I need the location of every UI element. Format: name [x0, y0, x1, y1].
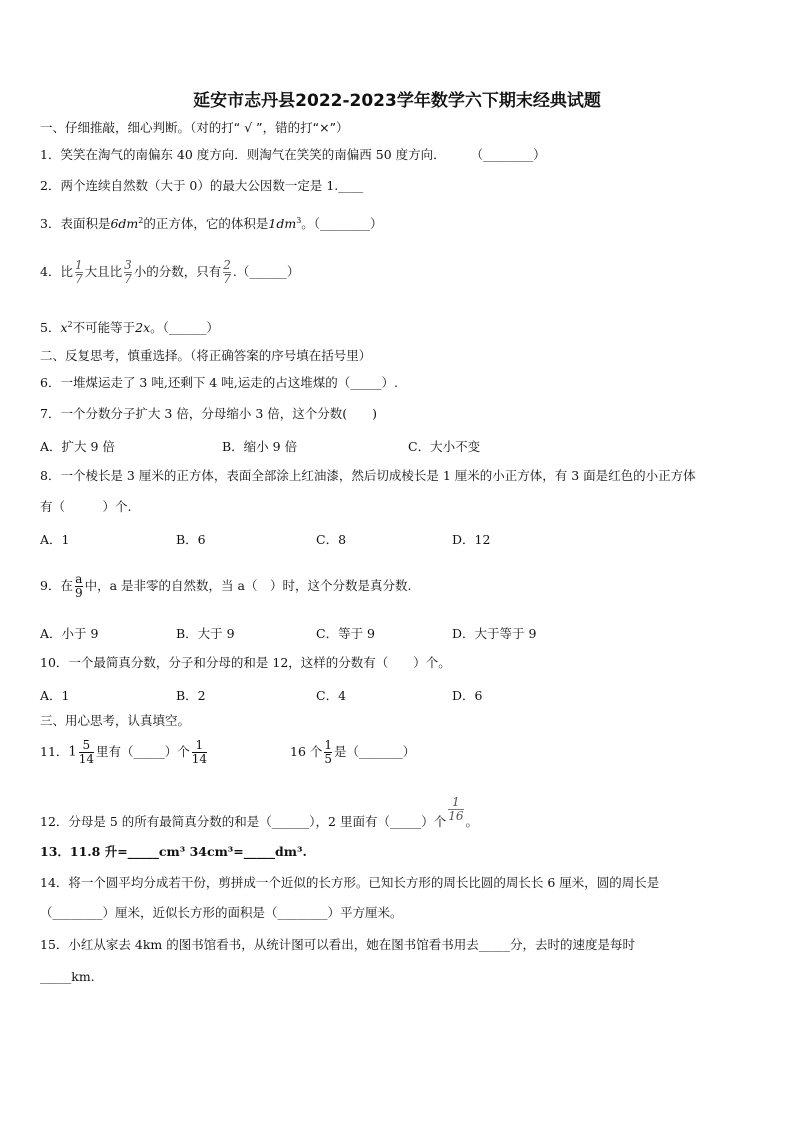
question-9 — [40, 572, 411, 600]
q8-option-b: B．6 — [176, 532, 206, 547]
q9-text-b: 中，a 是非零的自然数，当 a（ ）时，这个分数是真分数. — [84, 578, 412, 593]
q12-fraction: $\frac{1}{16}$ — [448, 795, 464, 823]
question-12 — [40, 796, 478, 838]
q11-fraction-3: $\frac{1}{5}$ — [324, 738, 333, 766]
q8-option-d: D．12 — [452, 532, 491, 547]
q11-text-d: 是（_______） — [334, 744, 416, 759]
q7-option-a: A．扩大 9 倍 — [40, 439, 115, 454]
q10-option-a: A．1 — [40, 688, 70, 703]
q11-whole: 1 — [68, 744, 77, 760]
q8-option-c: C．8 — [316, 532, 347, 547]
question-7: 7．一个分数分子扩大 3 倍，分母缩小 3 倍，这个分数( ) — [40, 406, 378, 421]
q5-text-e: 。（______） — [150, 320, 219, 336]
q3-volume: 1dm — [268, 216, 297, 232]
question-13: 13．11.8 升=_____cm³ 34cm³=_____dm³. — [40, 844, 307, 859]
q3-text-a: 3．表面积是 — [40, 216, 111, 232]
q11-text-b: 里有（_____）个 — [95, 744, 190, 759]
question-8-line-2: 有（ ）个. — [40, 499, 132, 514]
q3-text-e: 。（________） — [301, 216, 383, 232]
section-2-heading: 二、反复思考，慎重选择。（将正确答案的序号填在括号里） — [40, 348, 372, 363]
q4-text-d: .（______） — [232, 264, 300, 279]
question-5: 5．$x^2$不可能等于2x。（______） — [40, 320, 219, 336]
q5-x: x — [60, 320, 68, 336]
q7-option-b: B．缩小 9 倍 — [222, 439, 298, 454]
q9-option-d: D．大于等于 9 — [452, 626, 537, 641]
q4-fraction-2: $\frac{3}{7}$ — [124, 258, 132, 286]
q7-option-c: C．大小不变 — [408, 439, 481, 454]
q10-option-c: C．4 — [316, 688, 347, 703]
question-15-line-2: _____km. — [40, 969, 95, 984]
question-15-line-1: 15．小红从家去 4km 的图书馆看书，从统计图可以看出，她在图书馆看书用去_____分，去时的速度是每时 — [40, 937, 635, 952]
section-3-heading: 三、用心思考，认真填空。 — [40, 713, 191, 728]
q9-option-c: C．等于 9 — [316, 626, 375, 641]
question-14-line-1: 14．将一个圆平均分成若干份，剪拼成一个近似的长方形。已知长方形的周长比圆的周长长 6 厘米，圆的周长是 — [40, 875, 660, 890]
q9-text-a: 9．在 — [40, 578, 73, 593]
q4-fraction-3: $\frac{2}{7}$ — [223, 258, 231, 286]
q9-option-a: A．小于 9 — [40, 626, 99, 641]
q5-text-a: 5． — [40, 320, 61, 336]
q4-text-a: 4．比 — [40, 264, 73, 279]
q8-option-a: A．1 — [40, 532, 70, 547]
q12-text-b: 。 — [465, 814, 479, 829]
q5-2x: 2x — [135, 320, 151, 336]
q9-option-b: B．大于 9 — [176, 626, 235, 641]
question-11-part-2 — [290, 738, 415, 766]
question-8-line-1: 8．一个棱长是 3 厘米的正方体，表面全部涂上红油漆，然后切成棱长是 1 厘米的小正方体，有 3 面是红色的小正方体 — [40, 468, 696, 483]
q11-number: 11． — [40, 744, 69, 759]
question-4 — [40, 258, 299, 286]
q9-fraction: $\frac{a}{9}$ — [74, 572, 83, 600]
question-10: 10．一个最简真分数，分子和分母的和是 12，这样的分数有（ ）个。 — [40, 655, 451, 670]
q10-option-b: B．2 — [176, 688, 206, 703]
section-1-heading: 一、仔细推敲，细心判断。（对的打“ √ ”，错的打“×”） — [40, 120, 349, 135]
q11-text-c: 16 个 — [290, 744, 323, 759]
q4-text-c: 小的分数，只有 — [133, 264, 222, 279]
q5-text-c: 不可能等于 — [72, 320, 136, 336]
q11-fraction-2: $\frac{1}{14}$ — [191, 738, 208, 766]
question-1: 1．笑笑在淘气的南偏东 40 度方向．则淘气在笑笑的南偏西 50 度方向． （________） — [40, 147, 546, 162]
page-title: 延安市志丹县2022-2023学年数学六下期末经典试题 — [193, 91, 601, 111]
question-3: 3．表面积是$6dm^2$的正方体，它的体积是$1dm^3$。（________） — [40, 216, 383, 232]
question-2: 2．两个连续自然数（大于 0）的最大公因数一定是 1.____ — [40, 178, 364, 193]
q11-fraction-1: $\frac{5}{14}$ — [78, 738, 94, 766]
question-14-line-2: （________）厘米，近似长方形的面积是（________）平方厘米。 — [40, 905, 403, 920]
q3-text-c: 的正方体，它的体积是 — [143, 216, 269, 232]
question-11 — [40, 738, 209, 767]
question-6: 6．一堆煤运走了 3 吨,还剩下 4 吨,运走的占这堆煤的（_____）. — [40, 375, 398, 390]
q4-text-b: 大且比 — [84, 264, 123, 279]
q10-option-d: D．6 — [452, 688, 483, 703]
q3-area: 6dm — [110, 216, 139, 232]
q12-text-a: 12．分母是 5 的所有最简真分数的和是（______），2 里面有（_____）个 — [40, 814, 447, 829]
q4-fraction-1: $\frac{1}{7}$ — [74, 258, 83, 286]
